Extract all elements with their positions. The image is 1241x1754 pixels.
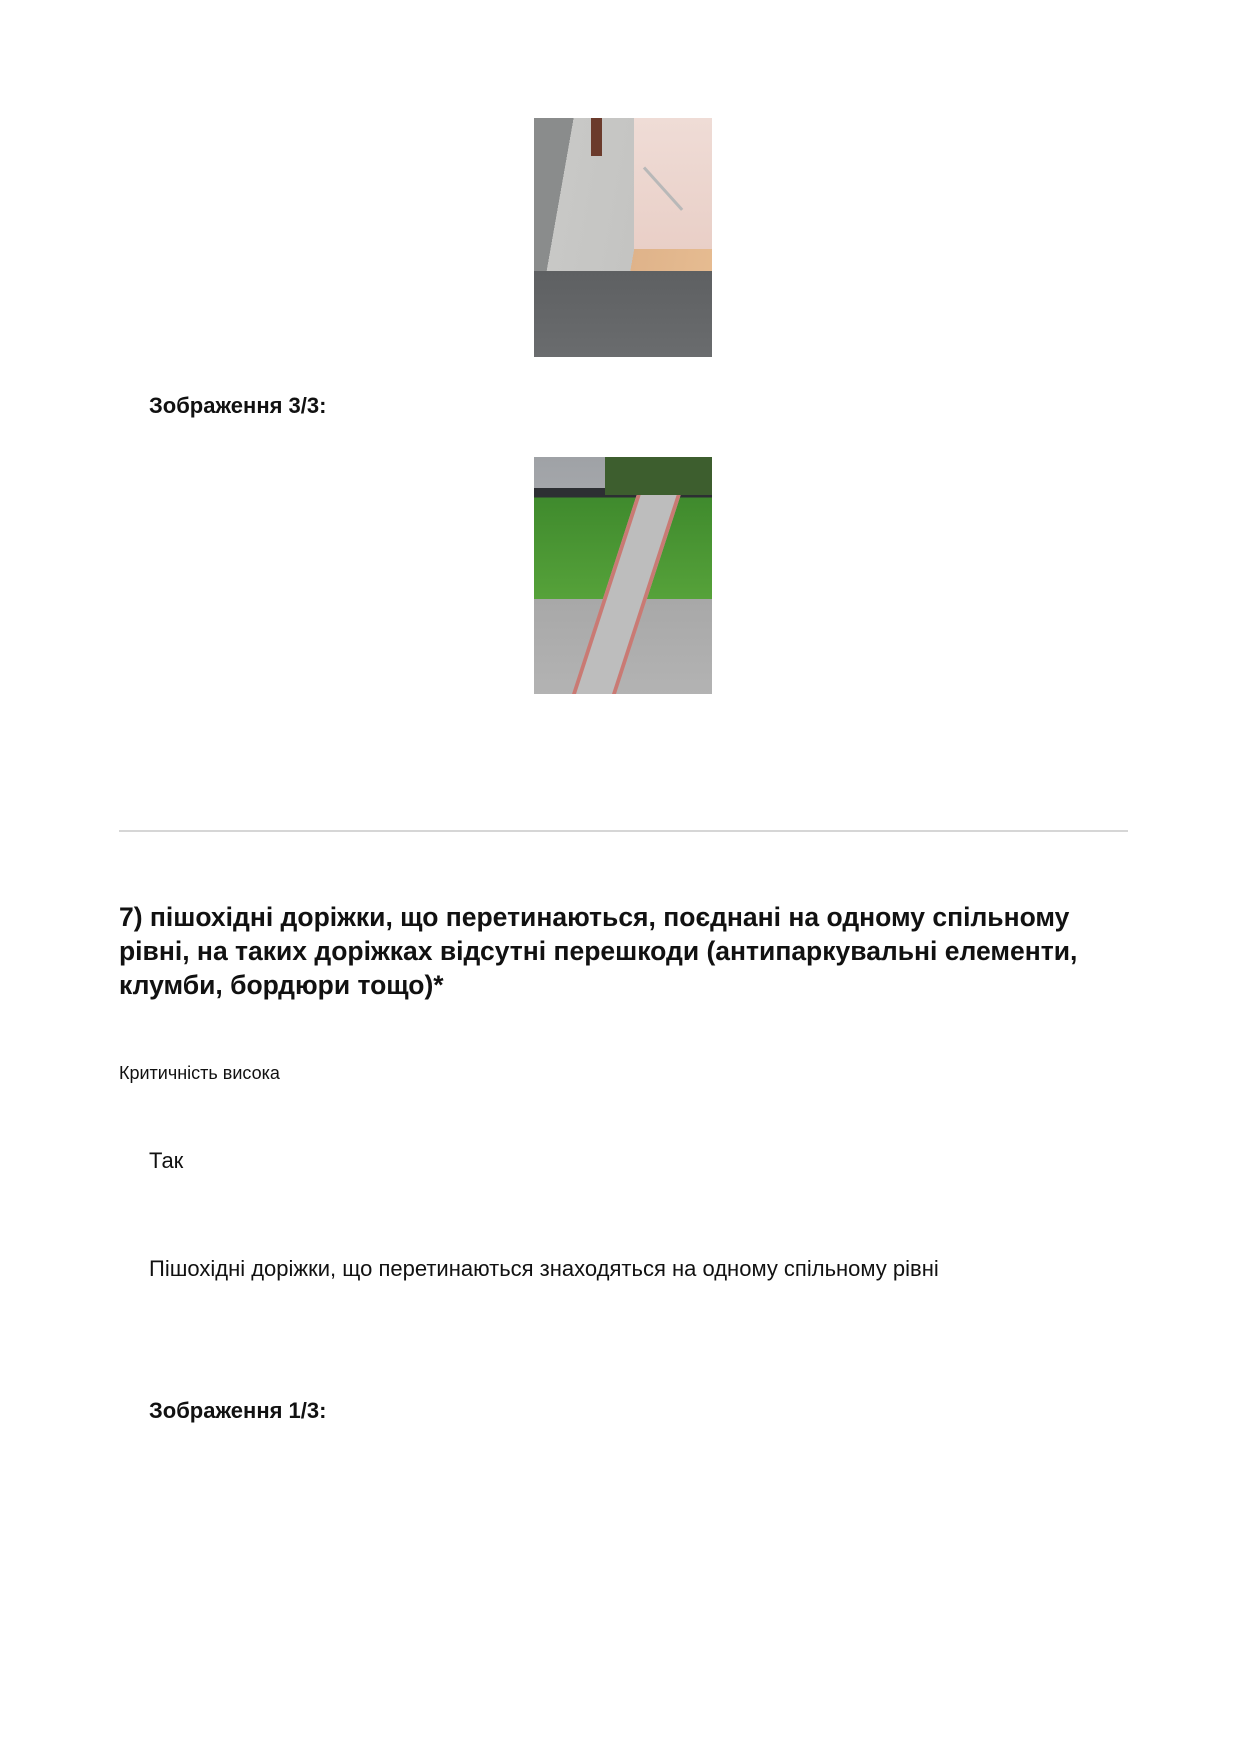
image-label-1-of-3: Зображення 1/3: [149, 1398, 327, 1423]
footpath-photo [534, 457, 712, 694]
criticality-label: Критичність висока [119, 1063, 280, 1083]
trees [605, 457, 712, 495]
door [591, 118, 602, 156]
section-divider [119, 830, 1128, 832]
answer-comment: Пішохідні доріжки, що перетинаються знаходяться на одному спільному рівні [149, 1256, 939, 1281]
paved-path [567, 495, 680, 694]
answer-value: Так [149, 1148, 184, 1173]
building-wall [634, 118, 712, 249]
image-label-3-of-3: Зображення 3/3: [149, 393, 327, 418]
ramp-photo [534, 118, 712, 357]
question-title: 7) пішохідні доріжки, що перетинаються, поєднані на одному спільному рівні, на таких доріжках відсутні перешкоди (антипаркувальні елементи, клумби, бордюри тощо)* [119, 902, 1078, 1000]
